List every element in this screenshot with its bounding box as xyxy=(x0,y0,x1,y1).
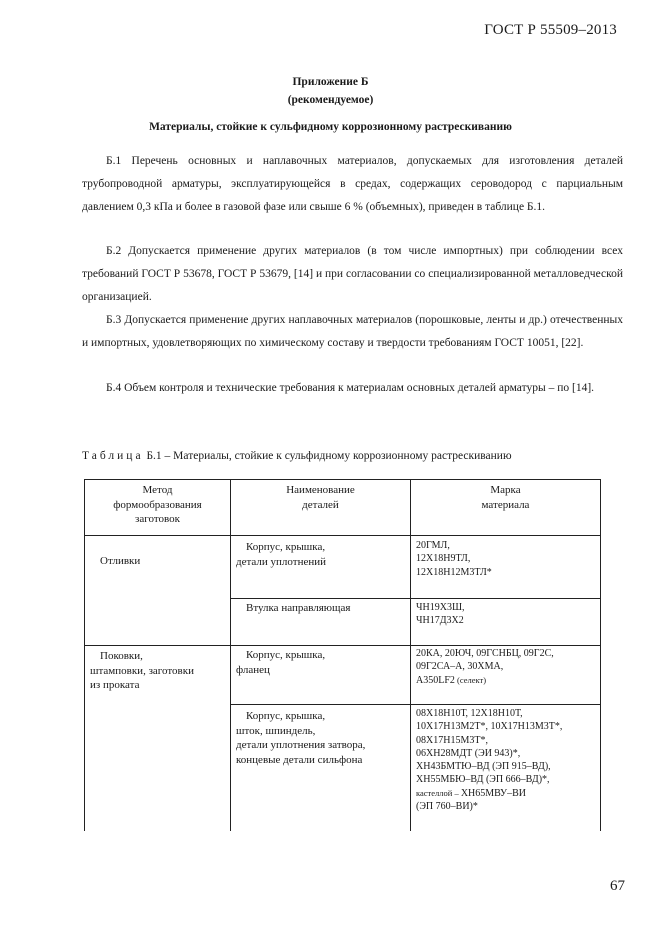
table-right-border xyxy=(600,479,601,831)
paragraph-b2: Б.2 Допускается применение других материалов (в том числе импортных) при соблюдении всех требований ГОСТ Р 53678, ГОСТ Р 53679, [14] и при согласовании со специализированной металловедческой организацией. xyxy=(82,245,623,304)
document-code: ГОСТ Р 55509–2013 xyxy=(484,22,617,38)
table-caption-prefix: Таблица xyxy=(82,450,144,462)
table-cell-part: Корпус, крышка, детали уплотнений xyxy=(236,541,326,568)
paragraph-b1: Б.1 Перечень основных и наплавочных материалов, допускаемых для изготовления деталей трубопроводной арматуры, эксплуатирующейся в средах, содержащих сероводород с парциальным давлением 0,3 кПа и более в газовой фазе или свыше 6 % (объемных), приведен в таблице Б.1. xyxy=(82,155,623,214)
table-cell-grade: 20КА, 20ЮЧ, 09ГСНБЦ, 09Г2С, 09Г2СА–А, 30ХМА, A350LF2 (селект) xyxy=(416,648,554,686)
table-caption xyxy=(82,450,512,462)
table-cell-grade: 20ГМЛ, 12Х18Н9ТЛ, 12Х18Н12М3ТЛ* xyxy=(416,540,492,578)
table-column-divider xyxy=(410,479,411,831)
table-left-border xyxy=(84,479,85,831)
table-cell-part: Корпус, крышка, шток, шпиндель, детали уплотнения затвора, концевые детали сильфона xyxy=(236,710,366,766)
table-caption-text: Б.1 – Материалы, стойкие к сульфидному коррозионному растрескиванию xyxy=(143,450,512,462)
table-cell-part: Корпус, крышка, фланец xyxy=(236,649,326,676)
table-header-bottom-border xyxy=(84,535,601,536)
table-cell-grade: 08Х18Н10Т, 12Х18Н10Т, 10Х17Н13М2Т*, 10Х17Н13М3Т*, 08Х17Н15М3Т*, 06ХН28МДТ (ЭИ 943)*, ХН43БМТЮ–ВД (ЭП 915–ВД), ХН55МБЮ–ВД (ЭП 666–ВД)*, кастеллой – ХН65МВУ–ВИ (ЭП 760–ВИ)* xyxy=(416,708,563,813)
column-header-part: Наименование деталей xyxy=(286,484,355,511)
table-cell-grade: ЧН19Х3Ш, ЧН17Д3Х2 xyxy=(416,602,465,627)
table-row-divider xyxy=(230,598,601,599)
appendix-title: Приложение Б xyxy=(292,76,369,88)
table-top-border xyxy=(84,479,601,480)
column-header-method: Метод формообразования заготовок xyxy=(113,484,202,525)
appendix-subtitle: (рекомендуемое) xyxy=(287,94,374,106)
table-cell-part: Втулка направляющая xyxy=(246,602,351,614)
table-cell-method: Отливки xyxy=(100,555,141,567)
paragraph-b3: Б.3 Допускается применение других наплавочных материалов (порошковые, ленты и др.) отечественных и импортных, удовлетворяющих по химическому составу и твердости требованиям ГОСТ 10051, [22]. xyxy=(82,314,623,350)
table-cell-method: Поковки, штамповки, заготовки из проката xyxy=(90,650,194,691)
paragraph-b4: Б.4 Объем контроля и технические требования к материалам основных деталей арматуры – по [14]. xyxy=(106,382,595,394)
appendix-heading: Материалы, стойкие к сульфидному коррозионному растрескиванию xyxy=(149,121,512,133)
table-group-divider xyxy=(84,645,601,646)
table-column-divider xyxy=(230,479,231,831)
page-number: 67 xyxy=(610,878,625,894)
table-row-divider xyxy=(230,704,601,705)
column-header-grade: Марка материала xyxy=(481,484,530,511)
